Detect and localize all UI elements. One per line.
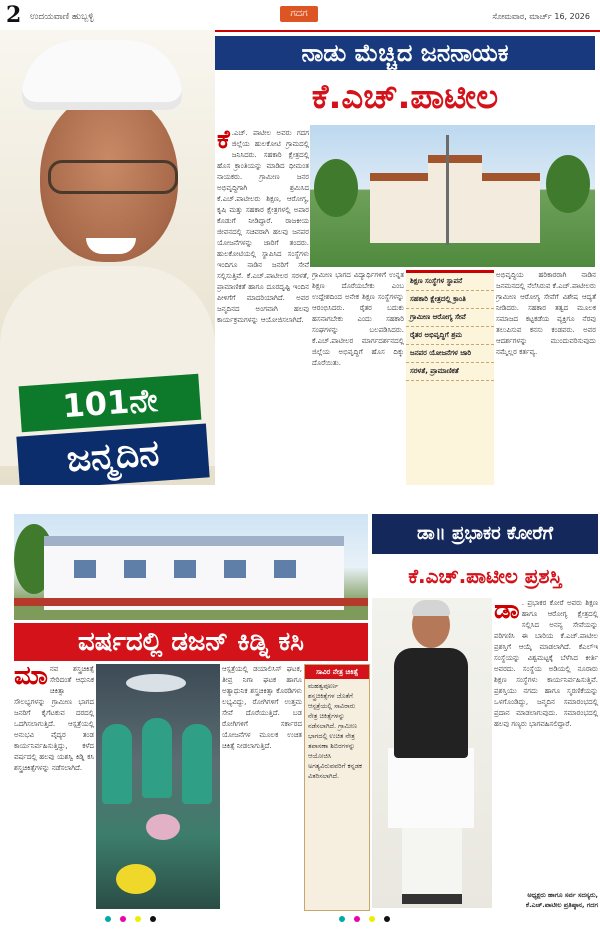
awardee-shoes [402,894,462,904]
award-dropcap: ಡಾ [494,598,520,625]
page-number: 2 [6,2,22,28]
award-headline-2: ಕೆ.ಎಚ್.ಪಾಟೀಲ ಪ್ರಶಸ್ತಿ [408,564,562,588]
hospital-window [224,560,246,578]
surgeon [182,724,212,804]
portrait-spectacles [48,160,178,194]
eye-care-text: ಮಹತ್ವಪೂರ್ಣ ಶಸ್ತ್ರಚಿಕಿತ್ಸೆಗಳ ಜೊತೆಗೆ ಆಸ್ಪತ್ರೆಯಲ್ಲಿ ಸಾವಿರಾರು ನೇತ್ರ ಚಿಕಿತ್ಸೆಗಳನ್ನು ನಡೆಸಲಾಗಿದೆ. ಗ್ರಾಮೀಣ ಭಾಗದಲ್ಲಿ ಉಚಿತ ನೇತ್ರ ತಪಾಸಣಾ ಶಿಬಿರಗಳನ್ನು ಆಯೋಜಿಸಿ ಅಗತ್ಯವಿರುವವರಿಗೆ ಕನ್ನಡಕ ವಿತರಿಸಲಾಗಿದೆ. [308,682,362,780]
feature-dropcap: ಕೆ [217,128,230,155]
hospital-column-2: ಆಸ್ಪತ್ರೆಯಲ್ಲಿ ಡಯಾಲಿಸಿಸ್ ಘಟಕ, ತೀವ್ರ ನಿಗಾ ಘಟಕ ಹಾಗೂ ಅತ್ಯಾಧುನಿಕ ಶಸ್ತ್ರಚಿಕಿತ್ಸಾ ಕೊಠಡಿಗಳು ಲಭ್ಯವಿದ್ದು, ರೋಗಿಗಳಿಗೆ ಉತ್ತಮ ಸೇವೆ ದೊರೆಯುತ್ತಿದೆ. ಬಡ ರೋಗಿಗಳಿಗೆ ಸರ್ಕಾರದ ಯೋಜನೆಗಳ ಮೂಲಕ ಉಚಿತ ಚಿಕಿತ್ಸೆ ನೀಡಲಾಗುತ್ತಿದೆ. [222,665,302,750]
highlight-item: ಗ್ರಾಮೀಣ ಆರೋಗ್ಯ ಸೇವೆ [406,309,494,327]
portrait-photo [0,30,215,485]
print-registration-marks [0,910,600,928]
reg-dot [323,916,329,922]
feature-column-3: ಅಭಿವೃದ್ಧಿಯ ಹರಿಕಾರರಾಗಿ ನಾಡಿನ ಜನಮನದಲ್ಲಿ ನೆಲೆಸಿರುವ ಕೆ.ಎಚ್.ಪಾಟೀಲರು ಗ್ರಾಮೀಣ ಆರೋಗ್ಯ ಸೇವೆಗೆ ವಿಶೇಷ ಆದ್ಯತೆ ನೀಡಿದರು. ಸಹಕಾರ ತತ್ವದ ಮೂಲಕ ಸಮಾಜದ ಕಟ್ಟಕಡೆಯ ವ್ಯಕ್ತಿಗೂ ನೆರವು ತಲುಪಿಸುವ ಕನಸು ಕಂಡವರು. ಅವರ ಆದರ್ಶಗಳನ್ನು ಮುಂದುವರಿಸುವುದು ನಮ್ಮೆಲ್ಲರ ಕರ್ತವ್ಯ. [496,271,596,356]
birthday-number: 101ನೇ [19,374,202,432]
reg-dot-yellow [369,916,375,922]
feature-column-1 [217,128,309,483]
award-credit-line-2: ಕೆ.ಎಚ್.ಪಾಟೀಲ ಪ್ರತಿಷ್ಠಾನ, ಗದಗ [525,901,598,909]
surgeon [102,724,132,804]
eye-care-title: ಸಾವಿರ ನೇತ್ರ ಚಿಕಿತ್ಸೆ [305,665,369,679]
tree-left [314,159,358,217]
awardee-kurta [388,748,474,828]
tree-right [546,155,590,213]
surgeon [142,718,172,798]
portrait-cap [22,40,182,110]
hospital-window [124,560,146,578]
hospital-text-1: ನವ ಶಸ್ತ್ರಚಿಕಿತ್ಸೆ ಸೇರಿದಂತೆ ಆಧುನಿಕ ಚಿಕಿತ್ಸಾ ಸೌಲಭ್ಯಗಳನ್ನು ಗ್ರಾಮೀಣ ಭಾಗದ ಜನರಿಗೆ ಕೈಗೆಟಕುವ ದರದಲ್ಲಿ ಒದಗಿಸಲಾಗುತ್ತಿದೆ. ಆಸ್ಪತ್ರೆಯಲ್ಲಿ ಅನುಭವಿ ವೈದ್ಯರ ತಂಡ ಕಾರ್ಯನಿರ್ವಹಿಸುತ್ತಿದ್ದು, ಕಳೆದ ವರ್ಷದಲ್ಲಿ ಹಲವು ಯಶಸ್ವಿ ಕಿಡ್ನಿ ಕಸಿ ಶಸ್ತ್ರಚಿಕಿತ್ಸೆಗಳನ್ನು ನಡೆಸಲಾಗಿದೆ. [14,665,94,772]
hospital-window [274,560,296,578]
hospital-dropcap: ಮಾ [14,664,48,691]
awardee-vest [394,648,468,758]
reg-dot-yellow [135,916,141,922]
building-photo [310,125,595,267]
highlight-item: ಜನಪರ ಯೋಜನೆಗಳ ಜಾರಿ [406,345,494,363]
hospital-headline: ವರ್ಷದಲ್ಲಿ ಡಜನ್ ಕಿಡ್ನಿ ಕಸಿ [14,623,368,661]
award-text: . ಪ್ರಭಾಕರ ಕೋರೆ ಅವರು ಶಿಕ್ಷಣ ಹಾಗೂ ಆರೋಗ್ಯ ಕ್ಷೇತ್ರದಲ್ಲಿ ಸಲ್ಲಿಸಿದ ಅನನ್ಯ ಸೇವೆಯನ್ನು ಪರಿಗಣಿಸಿ ಈ ಬಾರಿಯ ಕೆ.ಎಚ್.ಪಾಟೀಲ ಪ್ರಶಸ್ತಿಗೆ ಆಯ್ಕೆ ಮಾಡಲಾಗಿದೆ. ಕೆಎಲ್‌ಇ ಸಂಸ್ಥೆಯನ್ನು ವಿಶ್ವಮಟ್ಟಕ್ಕೆ ಬೆಳೆಸಿದ ಕೀರ್ತಿ ಅವರದು. ಸಂಸ್ಥೆಯ ಅಡಿಯಲ್ಲಿ ನೂರಾರು ಶಿಕ್ಷಣ ಸಂಸ್ಥೆಗಳು ಕಾರ್ಯನಿರ್ವಹಿಸುತ್ತಿವೆ. ಪ್ರಶಸ್ತಿಯು ನಗದು ಹಾಗೂ ಸ್ಮರಣಿಕೆಯನ್ನು ಒಳಗೊಂಡಿದ್ದು, ಜನ್ಮದಿನ ಸಮಾರಂಭದಲ್ಲಿ ಪ್ರದಾನ ಮಾಡಲಾಗುವುದು. ಸಮಾರಂಭದಲ್ಲಿ ಹಲವು ಗಣ್ಯರು ಭಾಗವಹಿಸಲಿದ್ದಾರೆ. [494,599,598,728]
reg-dot [90,916,96,922]
hospital-column-1 [14,664,94,909]
building-center [428,155,482,197]
flag-pole [446,135,449,245]
surgery-equipment [146,814,180,840]
highlights-box [406,270,494,485]
paper-name: ಉದಯವಾಣಿ ಹುಬ್ಬಳ್ಳಿ [30,12,94,22]
reg-dot-magenta [354,916,360,922]
feature-text-1: .ಎಚ್. ಪಾಟೀಲ ಅವರು ಗದಗ ಜಿಲ್ಲೆಯ ಹುಲಕೋಟಿ ಗ್ರಾಮದಲ್ಲಿ ಜನಿಸಿದರು. ಸಹಕಾರಿ ಕ್ಷೇತ್ರದಲ್ಲಿ ಹೊಸ ಕ್ರಾಂತಿಯನ್ನು ಮಾಡಿದ ಧೀಮಂತ ನಾಯಕರು. ಗ್ರಾಮೀಣ ಜನರ ಅಭಿವೃದ್ಧಿಗಾಗಿ ಶ್ರಮಿಸಿದ ಕೆ.ಎಚ್.ಪಾಟೀಲರು ಶಿಕ್ಷಣ, ಆರೋಗ್ಯ, ಕೃಷಿ ಮತ್ತು ಸಹಕಾರ ಕ್ಷೇತ್ರಗಳಲ್ಲಿ ಅಪಾರ ಕೊಡುಗೆ ನೀಡಿದ್ದಾರೆ. ರಾಜಕೀಯ ಜೀವನದಲ್ಲಿ ಸಚಿವರಾಗಿ ಹಲವು ಜನಪರ ಯೋಜನೆಗಳನ್ನು ಜಾರಿಗೆ ತಂದರು. ಹುಲಕೋಟಿಯಲ್ಲಿ ಸ್ಥಾಪಿಸಿದ ಸಂಸ್ಥೆಗಳು ಇಂದಿಗೂ ನಾಡಿನ ಜನರಿಗೆ ಸೇವೆ ಸಲ್ಲಿಸುತ್ತಿವೆ. ಕೆ.ಎಚ್.ಪಾಟೀಲರ ಸರಳತೆ, ಪ್ರಾಮಾಣಿಕತೆ ಹಾಗೂ ದೂರದೃಷ್ಟಿ ಇಂದಿನ ಪೀಳಿಗೆಗೆ ಮಾದರಿಯಾಗಿದೆ. ಅವರ ಜನ್ಮದಿನದ ಅಂಗವಾಗಿ ಹಲವು ಕಾರ್ಯಕ್ರಮಗಳನ್ನು ಆಯೋಜಿಸಲಾಗಿದೆ. [217,129,309,324]
hospital-photo [14,514,368,620]
reg-dot-magenta [120,916,126,922]
highlight-item: ಸಹಕಾರಿ ಕ್ಷೇತ್ರದಲ್ಲಿ ಕ್ರಾಂತಿ [406,291,494,309]
awardee-hair [412,600,450,616]
hospital-window [174,560,196,578]
award-credit [494,890,598,910]
highlight-item: ಸರಳತೆ, ಪ್ರಾಮಾಣಿಕತೆ [406,363,494,381]
reg-dot-cyan [339,916,345,922]
award-credit-line-1: ಅಧ್ಯಕ್ಷರು ಹಾಗೂ ಸರ್ವ ಸದಸ್ಯರು, [527,891,598,899]
eye-care-box [304,664,370,911]
feature-column-2: ಗ್ರಾಮೀಣ ಭಾಗದ ವಿದ್ಯಾರ್ಥಿಗಳಿಗೆ ಉನ್ನತ ಶಿಕ್ಷಣ ದೊರೆಯಬೇಕು ಎಂಬ ಉದ್ದೇಶದಿಂದ ಅನೇಕ ಶಿಕ್ಷಣ ಸಂಸ್ಥೆಗಳನ್ನು ಆರಂಭಿಸಿದರು. ರೈತರ ಬದುಕು ಹಸನಾಗಬೇಕು ಎಂದು ಸಹಕಾರಿ ಸಂಘಗಳನ್ನು ಬಲಪಡಿಸಿದರು. ಕೆ.ಎಚ್.ಪಾಟೀಲರ ಮಾರ್ಗದರ್ಶನದಲ್ಲಿ ಜಿಲ್ಲೆಯ ಅಭಿವೃದ್ಧಿಗೆ ಹೊಸ ದಿಕ್ಕು ದೊರೆಯಿತು. [312,271,404,367]
hospital-fence [14,598,368,606]
hospital-window [74,560,96,578]
award-column [494,598,598,888]
surgery-photo [96,664,220,909]
surgery-lamp [126,674,186,692]
folio-bar [0,0,600,32]
award-headline-1: ಡಾ॥ ಪ್ರಭಾಕರ ಕೋರೆಗೆ [372,514,598,554]
headline-tagline: ನಾಡು ಮೆಚ್ಚಿದ ಜನನಾಯಕ [215,36,595,70]
reg-dot-black [384,916,390,922]
reg-dot-black [150,916,156,922]
surgery-bin [116,864,156,894]
awardee-trousers [402,824,462,898]
highlight-item: ಶಿಕ್ಷಣ ಸಂಸ್ಥೆಗಳ ಸ್ಥಾಪನೆ [406,273,494,291]
headline-name: ಕೆ.ಎಚ್.ಪಾಟೀಲ [311,77,499,117]
issue-date: ಸೋಮವಾರ, ಮಾರ್ಚ್ 16, 2026 [492,12,590,21]
reg-dot-cyan [105,916,111,922]
highlight-item: ರೈತರ ಅಭಿವೃದ್ಧಿಗೆ ಶ್ರಮ [406,327,494,345]
awardee-photo [372,598,492,908]
section-badge: ಗದಗ [280,6,318,22]
birthday-label: ಜನ್ಮದಿನ [16,423,209,485]
